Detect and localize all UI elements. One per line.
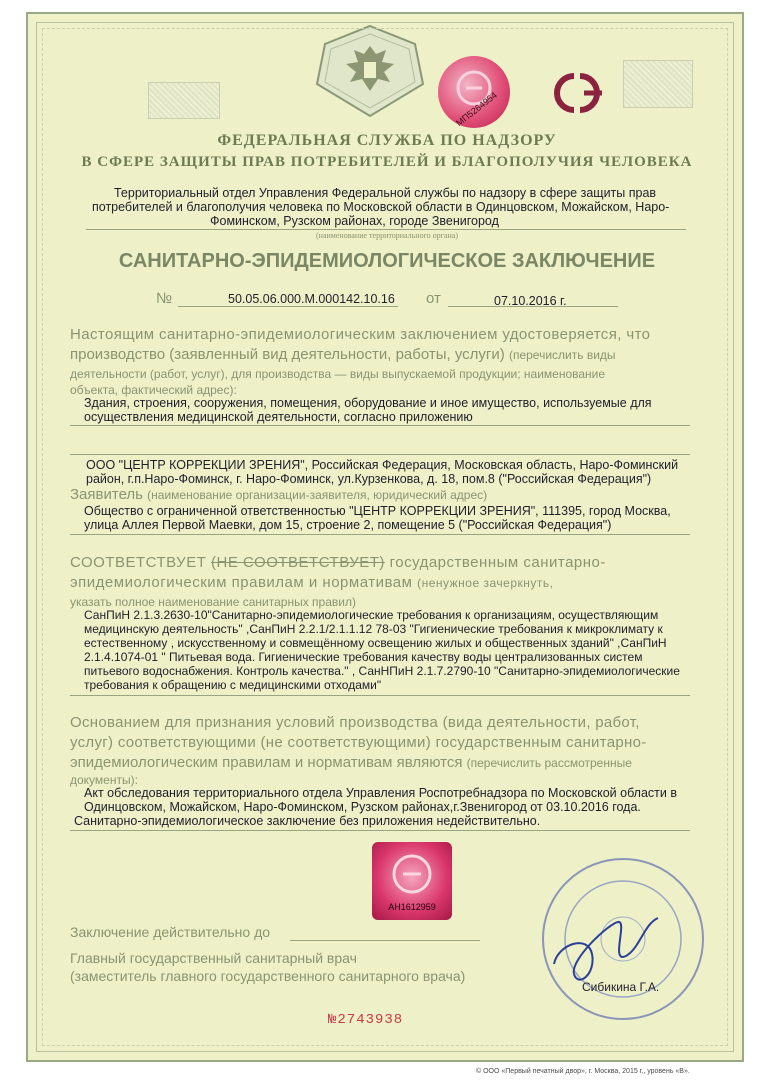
valid-until-underline xyxy=(290,940,480,941)
compliance-line-3: указать полное наименование санитарных правил) xyxy=(70,595,356,609)
rules-line-5: питьевого водоснабжения. Контроль качества." , СанНПиН 2.1.7.2790-10 "Санитарно-эпидемиологические xyxy=(84,664,680,678)
certify-line-4: объекта, фактический адрес): xyxy=(70,383,237,397)
date-underline xyxy=(448,306,618,307)
compliance-line-2 xyxy=(70,574,553,591)
russian-coat-of-arms-icon xyxy=(315,24,425,119)
form-number: №2743938 xyxy=(328,1012,404,1028)
basis-docs-line-2: Одинцовском, Можайском, Наро-Фоминском, Рузском районах,г.Звенигород от 03.10.2016 года. xyxy=(84,800,641,814)
number-underline xyxy=(178,306,398,307)
middle-hologram-seal xyxy=(372,842,452,920)
territorial-line-2: потребителей и благополучия человека по Московской области в Одинцовском, Можайском, Наро- xyxy=(92,200,670,214)
number-label: № xyxy=(156,290,173,307)
applicant-label xyxy=(70,486,487,503)
basis-docs-line-1: Акт обследования территориального отдела Управления Роспотребнадзора по Московской области в xyxy=(84,786,677,800)
compliance-struck: (НЕ СООТВЕТСТВУЕТ) xyxy=(211,554,385,571)
se-conformity-mark-icon xyxy=(544,70,610,116)
se-conformity-mark-icon xyxy=(438,56,510,128)
authority-line-1: ФЕДЕРАЛЬНАЯ СЛУЖБА ПО НАДЗОРУ xyxy=(217,132,557,149)
object-underline xyxy=(70,454,690,455)
rules-line-1: СанПиН 2.1.3.2630-10"Санитарно-эпидемиологические требования к организациям, осуществляющим xyxy=(84,608,659,622)
territorial-line-1: Территориальный отдел Управления Федеральной службы по надзору в сфере защиты прав xyxy=(114,186,657,200)
applicant-label-text: Заявитель xyxy=(70,486,143,503)
certify-line-1: Настоящим санитарно-эпидемиологическим заключением удостоверяется, что xyxy=(70,326,651,343)
signature-icon xyxy=(548,904,668,994)
security-pattern-box xyxy=(148,82,220,119)
compliance-line-2-hint: (ненужное зачеркнуть, xyxy=(417,576,554,590)
territorial-line-3: Фоминском, Рузском районах, городе Звенигород xyxy=(210,214,499,228)
object-underline xyxy=(70,425,690,426)
top-seal-serial: МП5264954 xyxy=(454,89,499,129)
rules-underline xyxy=(70,695,690,696)
basis-underline xyxy=(70,830,690,831)
basis-line-1: Основанием для признания условий производства (вида деятельности, работ, xyxy=(70,714,640,731)
signer-line-1: Главный государственный санитарный врач xyxy=(70,950,357,966)
certificate-number: 50.05.06.000.М.000142.10.16 xyxy=(228,292,395,306)
certify-line-2-hint: (перечислить виды xyxy=(508,348,616,362)
compliance-line-1 xyxy=(70,554,606,571)
basis-line-2: услуг) соответствующими (не соответствующими) государственным санитарно- xyxy=(70,734,647,751)
basis-line-4: документы): xyxy=(70,773,138,787)
territorial-caption: (наименование территориального органа) xyxy=(316,231,458,240)
certify-line-3: деятельности (работ, услуг), для производства — виды выпускаемой продукции; наименование xyxy=(70,367,606,381)
holder-line-2: район, г.п.Наро-Фоминск, г. Наро-Фоминск, ул.Курзенкова, д. 18, пом.8 ("Российская Федерация") xyxy=(86,472,652,486)
top-hologram-seal xyxy=(438,56,510,128)
basis-docs-line-3: Санитарно-эпидемиологическое заключение без приложения недействительно. xyxy=(74,814,541,828)
valid-until-label: Заключение действительно до xyxy=(70,924,271,940)
document-title: САНИТАРНО-ЭПИДЕМИОЛОГИЧЕСКОЕ ЗАКЛЮЧЕНИЕ xyxy=(118,250,656,272)
middle-seal-serial: АН1612959 xyxy=(388,902,436,912)
object-line-1: Здания, строения, сооружения, помещения, оборудование и иное имущество, используемые для xyxy=(84,396,652,410)
applicant-hint: (наименование организации-заявителя, юридический адрес) xyxy=(147,488,488,502)
certify-line-2 xyxy=(70,346,616,363)
certificate-page xyxy=(26,12,744,1062)
applicant-underline xyxy=(70,534,690,535)
date-label: от xyxy=(426,290,441,307)
rules-line-6: требования к обращению с медицинскими отходами" xyxy=(84,678,382,692)
printer-imprint: © ООО «Первый печатный двор», г. Москва, 2015 г., уровень «В». xyxy=(476,1068,690,1075)
round-stamp-icon xyxy=(538,854,708,1024)
territorial-underline xyxy=(86,229,686,230)
applicant-line-1: Общество с ограниченной ответственностью "ЦЕНТР КОРРЕКЦИИ ЗРЕНИЯ", 111395, город Москва, xyxy=(84,504,671,518)
rules-line-3: естественному , искусственному и совмещённому освещению жилых и общественных зданий" ,СанПиН xyxy=(84,636,667,650)
object-line-2: осуществления медицинской деятельности, согласно приложению xyxy=(84,410,473,424)
signer-name: Сибикина Г.А. xyxy=(582,980,660,994)
certificate-date: 07.10.2016 г. xyxy=(494,294,567,308)
security-pattern-box xyxy=(623,60,693,108)
se-conformity-mark-icon xyxy=(372,842,452,920)
compliance-word: СООТВЕТСТВУЕТ xyxy=(70,554,207,571)
applicant-line-2: улица Аллея Первой Маевки, дом 15, строение 2, помещение 5 ("Российская Федерация") xyxy=(84,518,612,532)
basis-line-3-hint: (перечислить рассмотренные xyxy=(466,756,632,770)
compliance-line-2-main: эпидемиологическим правилам и нормативам xyxy=(70,574,413,591)
certify-line-2-main: производство (заявленный вид деятельности, работы, услуги) xyxy=(70,346,505,363)
basis-line-3-main: эпидемиологическим правилам и нормативам являются xyxy=(70,754,463,771)
signer-line-2: (заместитель главного государственного санитарного врача) xyxy=(70,968,466,984)
rules-line-2: медицинскую деятельность" ,СанПиН 2.2.1/2.1.1.12 78-03 "Гигиенические требования к микроклимату к xyxy=(84,622,663,636)
compliance-rest: государственным санитарно- xyxy=(389,554,606,571)
authority-line-2: В СФЕРЕ ЗАЩИТЫ ПРАВ ПОТРЕБИТЕЛЕЙ И БЛАГОПОЛУЧИЯ ЧЕЛОВЕКА xyxy=(81,154,693,170)
rules-line-4: 2.1.4.1074-01 " Питьевая вода. Гигиенические требования качеству воды централизованных систем xyxy=(84,650,643,664)
basis-line-3 xyxy=(70,754,632,771)
holder-line-1: ООО "ЦЕНТР КОРРЕКЦИИ ЗРЕНИЯ", Российская Федерация, Московская область, Наро-Фоминский xyxy=(86,458,679,472)
